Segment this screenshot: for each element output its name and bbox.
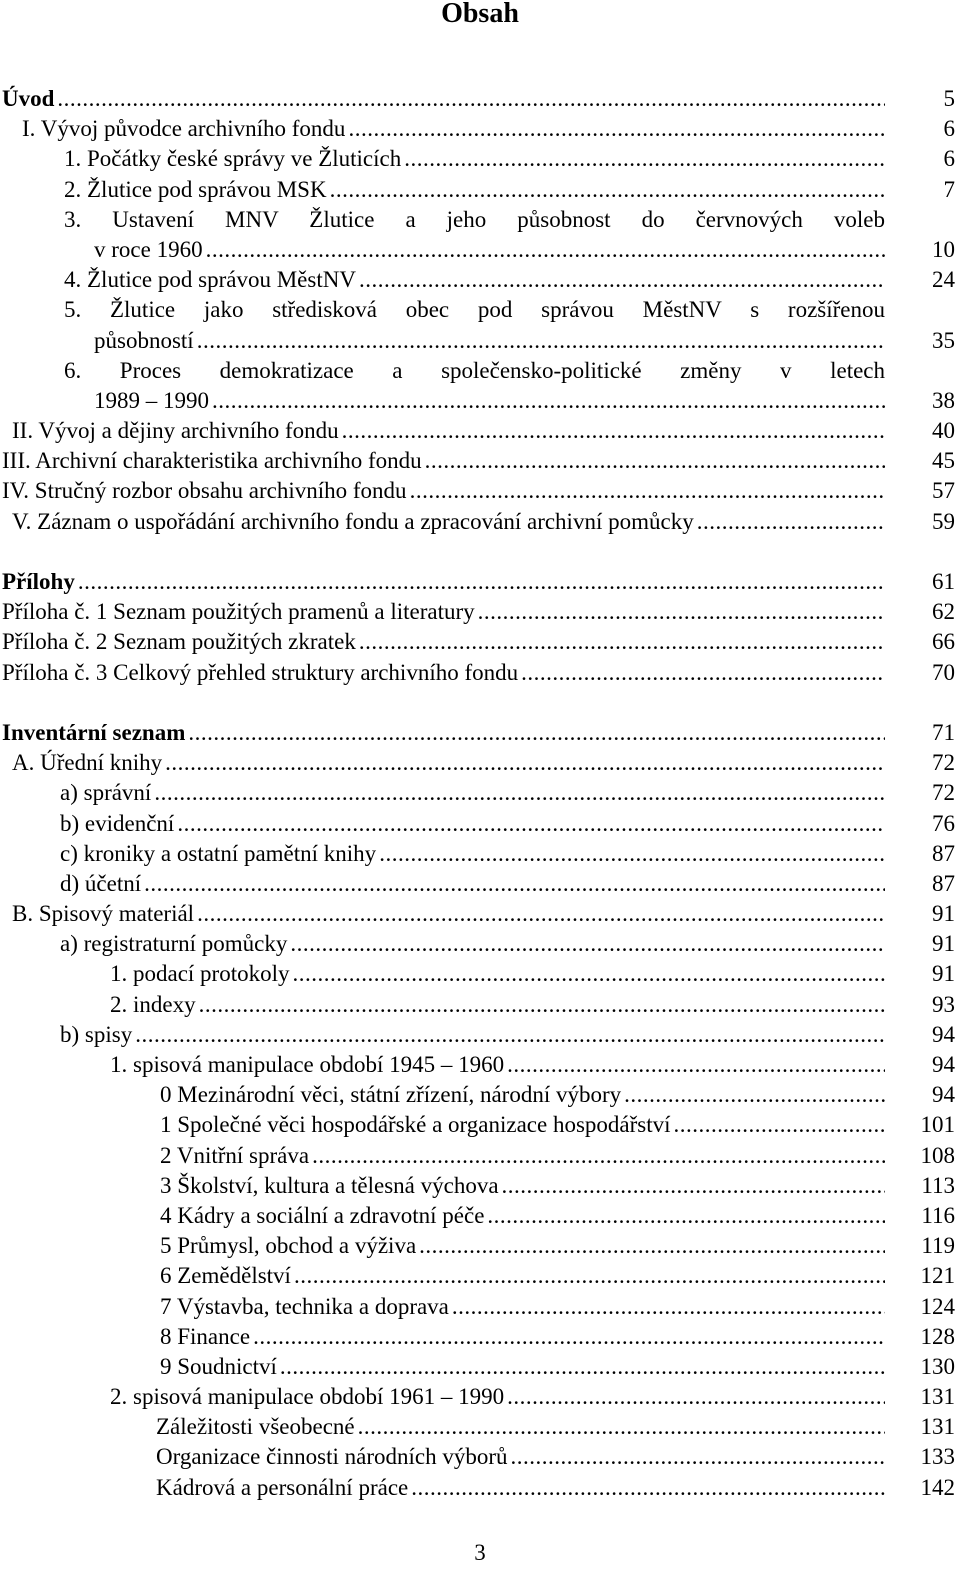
toc-entry-label: 1. Počátky české správy ve Žluticích: [64, 144, 404, 174]
toc-entry-label: v roce 1960: [94, 235, 206, 265]
toc-entry[interactable]: [0, 356, 960, 386]
toc-entry-page: 131: [920, 1414, 955, 1440]
toc-leader-dots: [330, 175, 885, 205]
toc-entry-content: [94, 326, 885, 356]
toc-entry-label: 5. Žlutice jako středisková obec pod správou MěstNV s rozšířenou: [64, 295, 885, 325]
toc-entry[interactable]: [0, 567, 960, 597]
toc-leader-dots: [487, 1201, 885, 1231]
toc-leader-dots: [511, 1442, 886, 1472]
toc-leader-dots: [411, 1473, 885, 1503]
toc-entry-page: 133: [920, 1444, 955, 1470]
toc-entry-label: 8 Finance: [160, 1322, 253, 1352]
toc-entry-page: 61: [932, 569, 955, 594]
toc-entry-label: III. Archivní charakteristika archivního fondu: [2, 446, 425, 476]
toc-entry-page: 108: [920, 1142, 955, 1168]
toc-entry-label: Organizace činnosti národních výborů: [156, 1442, 511, 1472]
toc-entry-content: [110, 1382, 885, 1412]
toc-entry-page: 91: [932, 931, 955, 957]
toc-entry[interactable]: [0, 507, 960, 537]
toc-entry[interactable]: [0, 959, 960, 989]
toc-entry-page: 7: [943, 176, 955, 202]
toc-leader-dots: [294, 1261, 885, 1291]
toc-leader-dots: [57, 84, 885, 114]
toc-leader-dots: [452, 1292, 885, 1322]
toc-leader-dots: [674, 1110, 885, 1140]
toc-entry-content: [60, 869, 885, 899]
toc-leader-dots: [199, 990, 885, 1020]
toc-entry-content: [110, 959, 885, 989]
toc-leader-dots: [312, 1141, 885, 1171]
page-title: Obsah: [441, 0, 519, 29]
toc-leader-dots: [135, 1020, 885, 1050]
toc-entry-content: [160, 1141, 885, 1171]
toc-leader-dots: [478, 597, 885, 627]
toc-entry-content: [2, 627, 885, 657]
toc-entry-label: Příloha č. 1 Seznam použitých pramenů a literatury: [2, 597, 478, 627]
toc-entry[interactable]: [0, 1171, 960, 1201]
toc-entry[interactable]: [0, 205, 960, 235]
toc-entry-page: 94: [932, 1082, 955, 1108]
toc-entry-page: 94: [932, 1021, 955, 1047]
toc-entry[interactable]: [0, 748, 960, 778]
toc-entry-label: Záležitosti všeobecné: [156, 1412, 358, 1442]
toc-leader-dots: [78, 567, 885, 597]
toc-entry[interactable]: [0, 839, 960, 869]
toc-entry-label: působností: [94, 326, 197, 356]
toc-entry-label: 1. podací protokoly: [110, 959, 293, 989]
toc-entry-label: A. Úřední knihy: [12, 748, 165, 778]
toc-entry-label: IV. Stručný rozbor obsahu archivního fondu: [2, 476, 410, 506]
toc-entry-page: 116: [921, 1202, 955, 1228]
toc-entry-content: [60, 809, 885, 839]
toc-entry-page: 71: [932, 719, 955, 745]
toc-entry[interactable]: [0, 990, 960, 1020]
toc-entry-page: 6: [943, 116, 955, 142]
toc-entry[interactable]: [0, 718, 960, 748]
toc-entry-page: 91: [932, 901, 955, 927]
toc-entry-page: 5: [943, 86, 955, 111]
toc-entry[interactable]: [0, 295, 960, 325]
toc-entry-content: [60, 929, 885, 959]
toc-entry-content: [64, 144, 885, 174]
toc-entry[interactable]: [0, 929, 960, 959]
toc-entry[interactable]: [0, 1352, 960, 1382]
toc-entry-page: 45: [932, 448, 955, 474]
toc-entry[interactable]: [0, 265, 960, 295]
toc-entry-label: 9 Soudnictví: [160, 1352, 280, 1382]
toc-entry[interactable]: [0, 326, 960, 356]
toc-entry-label: 3. Ustavení MNV Žlutice a jeho působnost do červnových voleb: [64, 205, 885, 235]
toc-entry-label: a) registraturní pomůcky: [60, 929, 290, 959]
toc-entry[interactable]: [0, 627, 960, 657]
toc-entry-label: 3 Školství, kultura a tělesná výchova: [160, 1171, 502, 1201]
toc-leader-dots: [290, 929, 885, 959]
toc-entry-label: 7 Výstavba, technika a doprava: [160, 1292, 452, 1322]
toc-entry-label: 6. Proces demokratizace a společensko-politické změny v letech: [64, 356, 885, 386]
toc-leader-dots: [624, 1080, 885, 1110]
toc-entry-label: I. Vývoj původce archivního fondu: [22, 114, 348, 144]
toc-entry-page: 40: [932, 418, 955, 444]
toc-entry-content: [110, 990, 885, 1020]
toc-entry-page: 35: [932, 327, 955, 353]
toc-entry-page: 72: [932, 750, 955, 776]
section-gap: [0, 537, 960, 567]
toc-leader-dots: [359, 265, 885, 295]
toc-entry-content: [94, 235, 885, 265]
toc-entry[interactable]: [0, 1473, 960, 1503]
toc-entry-page: 87: [932, 870, 955, 896]
toc-entry-page: 24: [932, 267, 955, 293]
toc-entry-content: [64, 175, 885, 205]
toc-leader-dots: [197, 899, 885, 929]
toc-entry-label: Inventární seznam: [2, 718, 188, 748]
toc-entry-page: 131: [920, 1384, 955, 1410]
toc-entry-content: [64, 356, 885, 386]
toc-entry-label: d) účetní: [60, 869, 144, 899]
toc-entry-label: 1 Společné věci hospodářské a organizace hospodářství: [160, 1110, 674, 1140]
toc-entry[interactable]: [0, 1080, 960, 1110]
toc-entry[interactable]: [0, 597, 960, 627]
toc-entry-label: 0 Mezinárodní věci, státní zřízení, národní výbory: [160, 1080, 624, 1110]
toc-leader-dots: [165, 748, 885, 778]
toc-entry[interactable]: [0, 446, 960, 476]
toc-entry-content: [60, 778, 885, 808]
toc-entry-content: [160, 1171, 885, 1201]
toc-entry-label: Přílohy: [2, 567, 78, 597]
toc-entry-page: 62: [932, 599, 955, 625]
toc-entry-page: 94: [932, 1052, 955, 1077]
toc-leader-dots: [521, 658, 885, 688]
toc-entry-label: 1. spisová manipulace období 1945 – 1960: [110, 1050, 507, 1080]
toc-entry[interactable]: [0, 1442, 960, 1472]
toc-entry[interactable]: [0, 658, 960, 688]
toc-entry-content: [94, 386, 885, 416]
toc-entry-label: 1989 – 1990: [94, 386, 212, 416]
toc-entry-page: 66: [932, 629, 955, 655]
toc-entry-content: [160, 1352, 885, 1382]
toc-entry-content: [60, 1020, 885, 1050]
toc-entry-label: Úvod: [2, 84, 57, 114]
toc-entry-page: 59: [932, 508, 955, 534]
toc-entry-label: Kádrová a personální práce: [156, 1473, 411, 1503]
toc-entry[interactable]: [0, 869, 960, 899]
toc-leader-dots: [253, 1322, 885, 1352]
toc-entry[interactable]: [0, 1261, 960, 1291]
toc-leader-dots: [502, 1171, 885, 1201]
toc-entry[interactable]: [0, 1231, 960, 1261]
toc-entry-label: c) kroniky a ostatní pamětní knihy: [60, 839, 379, 869]
toc-entry-label: a) správní: [60, 778, 154, 808]
toc-entry-content: [2, 718, 885, 748]
toc-leader-dots: [197, 326, 885, 356]
toc-entry[interactable]: [0, 114, 960, 144]
toc-entry-label: Příloha č. 3 Celkový přehled struktury archivního fondu: [2, 658, 521, 688]
toc-entry-content: [64, 295, 885, 325]
toc-entry[interactable]: [0, 1020, 960, 1050]
toc-entry-content: [22, 114, 885, 144]
toc-leader-dots: [212, 386, 885, 416]
toc-entry-content: [160, 1261, 885, 1291]
toc-leader-dots: [697, 507, 885, 537]
toc-leader-dots: [293, 959, 886, 989]
toc-entry-page: 121: [920, 1263, 955, 1289]
toc-entry-page: 57: [932, 478, 955, 504]
toc-leader-dots: [404, 144, 885, 174]
toc-entry-content: [2, 476, 885, 506]
toc-leader-dots: [206, 235, 885, 265]
toc-entry-label: II. Vývoj a dějiny archivního fondu: [12, 416, 342, 446]
toc-entry-content: [2, 84, 885, 114]
toc-leader-dots: [379, 839, 885, 869]
toc-entry-content: [156, 1412, 885, 1442]
toc-entry-content: [12, 748, 885, 778]
toc-entry[interactable]: [0, 1292, 960, 1322]
toc-entry-page: 113: [921, 1172, 955, 1198]
toc-entry-content: [64, 205, 885, 235]
toc-leader-dots: [188, 718, 885, 748]
toc-entry[interactable]: [0, 1201, 960, 1231]
toc-entry[interactable]: [0, 84, 960, 114]
toc-entry[interactable]: [0, 809, 960, 839]
toc-entry-content: [160, 1080, 885, 1110]
toc-entry-label: 5 Průmysl, obchod a výživa: [160, 1231, 419, 1261]
toc-entry-page: 101: [920, 1112, 955, 1138]
toc-entry[interactable]: [0, 778, 960, 808]
toc-leader-dots: [507, 1382, 885, 1412]
section-gap: [0, 688, 960, 718]
toc-entry[interactable]: [0, 1382, 960, 1412]
toc-entry-content: [12, 507, 885, 537]
toc-entry-page: 87: [932, 840, 955, 866]
toc-entry-page: 38: [932, 387, 955, 413]
toc-leader-dots: [425, 446, 885, 476]
toc-entry-label: 2. indexy: [110, 990, 199, 1020]
toc-entry-label: 4 Kádry a sociální a zdravotní péče: [160, 1201, 487, 1231]
toc-entry[interactable]: [0, 416, 960, 446]
toc-entry-content: [110, 1050, 885, 1080]
toc-entry-label: b) spisy: [60, 1020, 135, 1050]
toc-entry-label: Příloha č. 2 Seznam použitých zkratek: [2, 627, 359, 657]
toc-entry-label: 4. Žlutice pod správou MěstNV: [64, 265, 359, 295]
toc-entry-page: 76: [932, 810, 955, 836]
toc-leader-dots: [342, 416, 885, 446]
toc-entry-page: 70: [932, 659, 955, 685]
toc-entry-label: V. Záznam o uspořádání archivního fondu a zpracování archivní pomůcky: [12, 507, 697, 537]
toc-entry-content: [2, 567, 885, 597]
toc-entry-content: [160, 1231, 885, 1261]
toc-leader-dots: [177, 809, 885, 839]
toc-entry-content: [160, 1292, 885, 1322]
toc-leader-dots: [507, 1050, 885, 1080]
toc-entry-label: 6 Zemědělství: [160, 1261, 294, 1291]
toc-entry-content: [156, 1442, 885, 1472]
toc-entry[interactable]: [0, 144, 960, 174]
toc-entry[interactable]: [0, 1412, 960, 1442]
page-number: 3: [474, 1540, 486, 1565]
toc-entry-content: [12, 416, 885, 446]
toc-leader-dots: [410, 476, 885, 506]
toc-entry-page: 142: [920, 1474, 955, 1500]
toc-entry[interactable]: [0, 1322, 960, 1352]
toc-entry[interactable]: [0, 175, 960, 205]
toc-entry-label: b) evidenční: [60, 809, 177, 839]
toc-leader-dots: [348, 114, 885, 144]
toc-entry-page: 130: [920, 1353, 955, 1379]
toc-entry-content: [2, 597, 885, 627]
toc-entry-content: [60, 839, 885, 869]
toc-leader-dots: [144, 869, 885, 899]
toc-leader-dots: [419, 1231, 885, 1261]
toc-entry-content: [160, 1201, 885, 1231]
toc-leader-dots: [280, 1352, 885, 1382]
toc-entry-page: 119: [921, 1233, 955, 1259]
toc-leader-dots: [358, 1412, 885, 1442]
toc-entry-content: [64, 265, 885, 295]
toc-entry-label: B. Spisový materiál: [12, 899, 197, 929]
toc-entry-page: 6: [943, 146, 955, 172]
toc-entry-content: [160, 1322, 885, 1352]
toc-entry-page: 10: [932, 236, 955, 262]
toc-entry-page: 124: [920, 1293, 955, 1319]
toc-entry-content: [160, 1110, 885, 1140]
toc-entry-content: [156, 1473, 885, 1503]
toc-entry-content: [12, 899, 885, 929]
toc-entry[interactable]: [0, 899, 960, 929]
toc-entry[interactable]: [0, 1050, 960, 1080]
toc-entry-label: 2 Vnitřní správa: [160, 1141, 312, 1171]
toc-entry-label: 2. spisová manipulace období 1961 – 1990: [110, 1382, 507, 1412]
toc-entry[interactable]: [0, 1141, 960, 1171]
toc-entry-page: 91: [932, 961, 955, 987]
toc-entry[interactable]: [0, 386, 960, 416]
toc-leader-dots: [359, 627, 885, 657]
toc-entry-page: 72: [932, 780, 955, 806]
toc-entry[interactable]: [0, 235, 960, 265]
toc-entry-page: 128: [920, 1323, 955, 1349]
table-of-contents: [0, 84, 960, 1503]
toc-entry-content: [2, 446, 885, 476]
toc-entry-label: 2. Žlutice pod správou MSK: [64, 175, 330, 205]
toc-entry-page: 93: [932, 991, 955, 1017]
toc-entry-content: [2, 658, 885, 688]
toc-leader-dots: [154, 778, 885, 808]
toc-entry[interactable]: [0, 1110, 960, 1140]
toc-entry[interactable]: [0, 476, 960, 506]
